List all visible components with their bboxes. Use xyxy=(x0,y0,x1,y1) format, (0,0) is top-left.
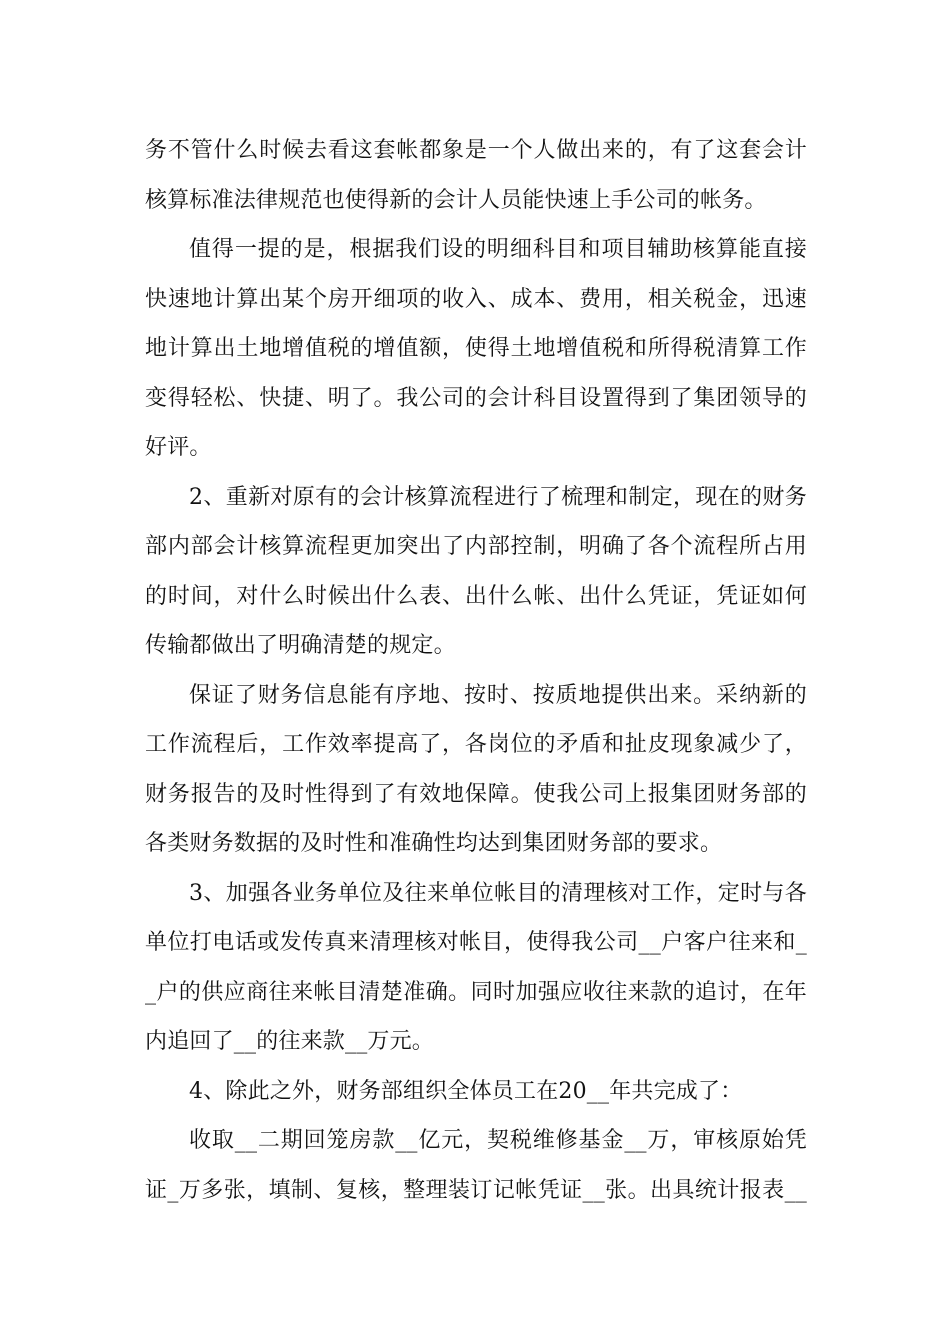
paragraph-line: 的时间，对什么时候出什么表、出什么帐、出什么凭证，凭证如何 xyxy=(145,583,807,609)
paragraph-line: 3、加强各业务单位及往来单位帐目的清理核对工作，定时与各 xyxy=(189,880,807,906)
paragraph-line: 地计算出土地增值税的增值额，使得土地增值税和所得税清算工作 xyxy=(145,336,807,361)
paragraph-line: _户的供应商往来帐目清楚准确。同时加强应收往来款的追讨，在年 xyxy=(145,979,807,1005)
paragraph-line: 4、除此之外，财务部组织全体员工在20__年共完成了： xyxy=(189,1078,743,1104)
document-body xyxy=(145,126,807,1215)
paragraph-line: 值得一提的是，根据我们设的明细科目和项目辅助核算能直接 xyxy=(189,237,807,262)
paragraph-line: 部内部会计核算流程更加突出了内部控制，明确了各个流程所占用 xyxy=(145,534,807,559)
paragraph-line: 2、重新对原有的会计核算流程进行了梳理和制定，现在的财务 xyxy=(189,484,807,510)
paragraph-line: 工作流程后，工作效率提高了，各岗位的矛盾和扯皮现象减少了， xyxy=(145,732,807,757)
paragraph-line: 传输都做出了明确清楚的规定。 xyxy=(145,633,456,658)
paragraph-line: 收取__二期回笼房款__亿元，契税维修基金__万，审核原始凭 xyxy=(189,1128,807,1153)
paragraph-line: 证_万多张，填制、复核，整理装订记帐凭证__张。出具统计报表__ xyxy=(145,1177,807,1203)
paragraph-line: 各类财务数据的及时性和准确性均达到集团财务部的要求。 xyxy=(145,831,723,856)
paragraph-line: 好评。 xyxy=(145,435,212,460)
paragraph-line: 内追回了__的往来款__万元。 xyxy=(145,1029,435,1054)
paragraph-line: 保证了财务信息能有序地、按时、按质地提供出来。采纳新的 xyxy=(189,682,807,708)
paragraph-line: 财务报告的及时性得到了有效地保障。使我公司上报集团财务部的 xyxy=(145,781,807,807)
paragraph-line: 变得轻松、快捷、明了。我公司的会计科目设置得到了集团领导的 xyxy=(145,385,807,411)
paragraph-line: 单位打电话或发传真来清理核对帐目，使得我公司__户客户往来和_ xyxy=(145,930,807,955)
paragraph-line: 务不管什么时候去看这套帐都象是一个人做出来的，有了这套会计 xyxy=(145,138,807,163)
paragraph-line: 快速地计算出某个房开细项的收入、成本、费用，相关税金，迅速 xyxy=(145,286,807,312)
paragraph-line: 核算标准法律规范也使得新的会计人员能快速上手公司的帐务。 xyxy=(145,187,767,213)
